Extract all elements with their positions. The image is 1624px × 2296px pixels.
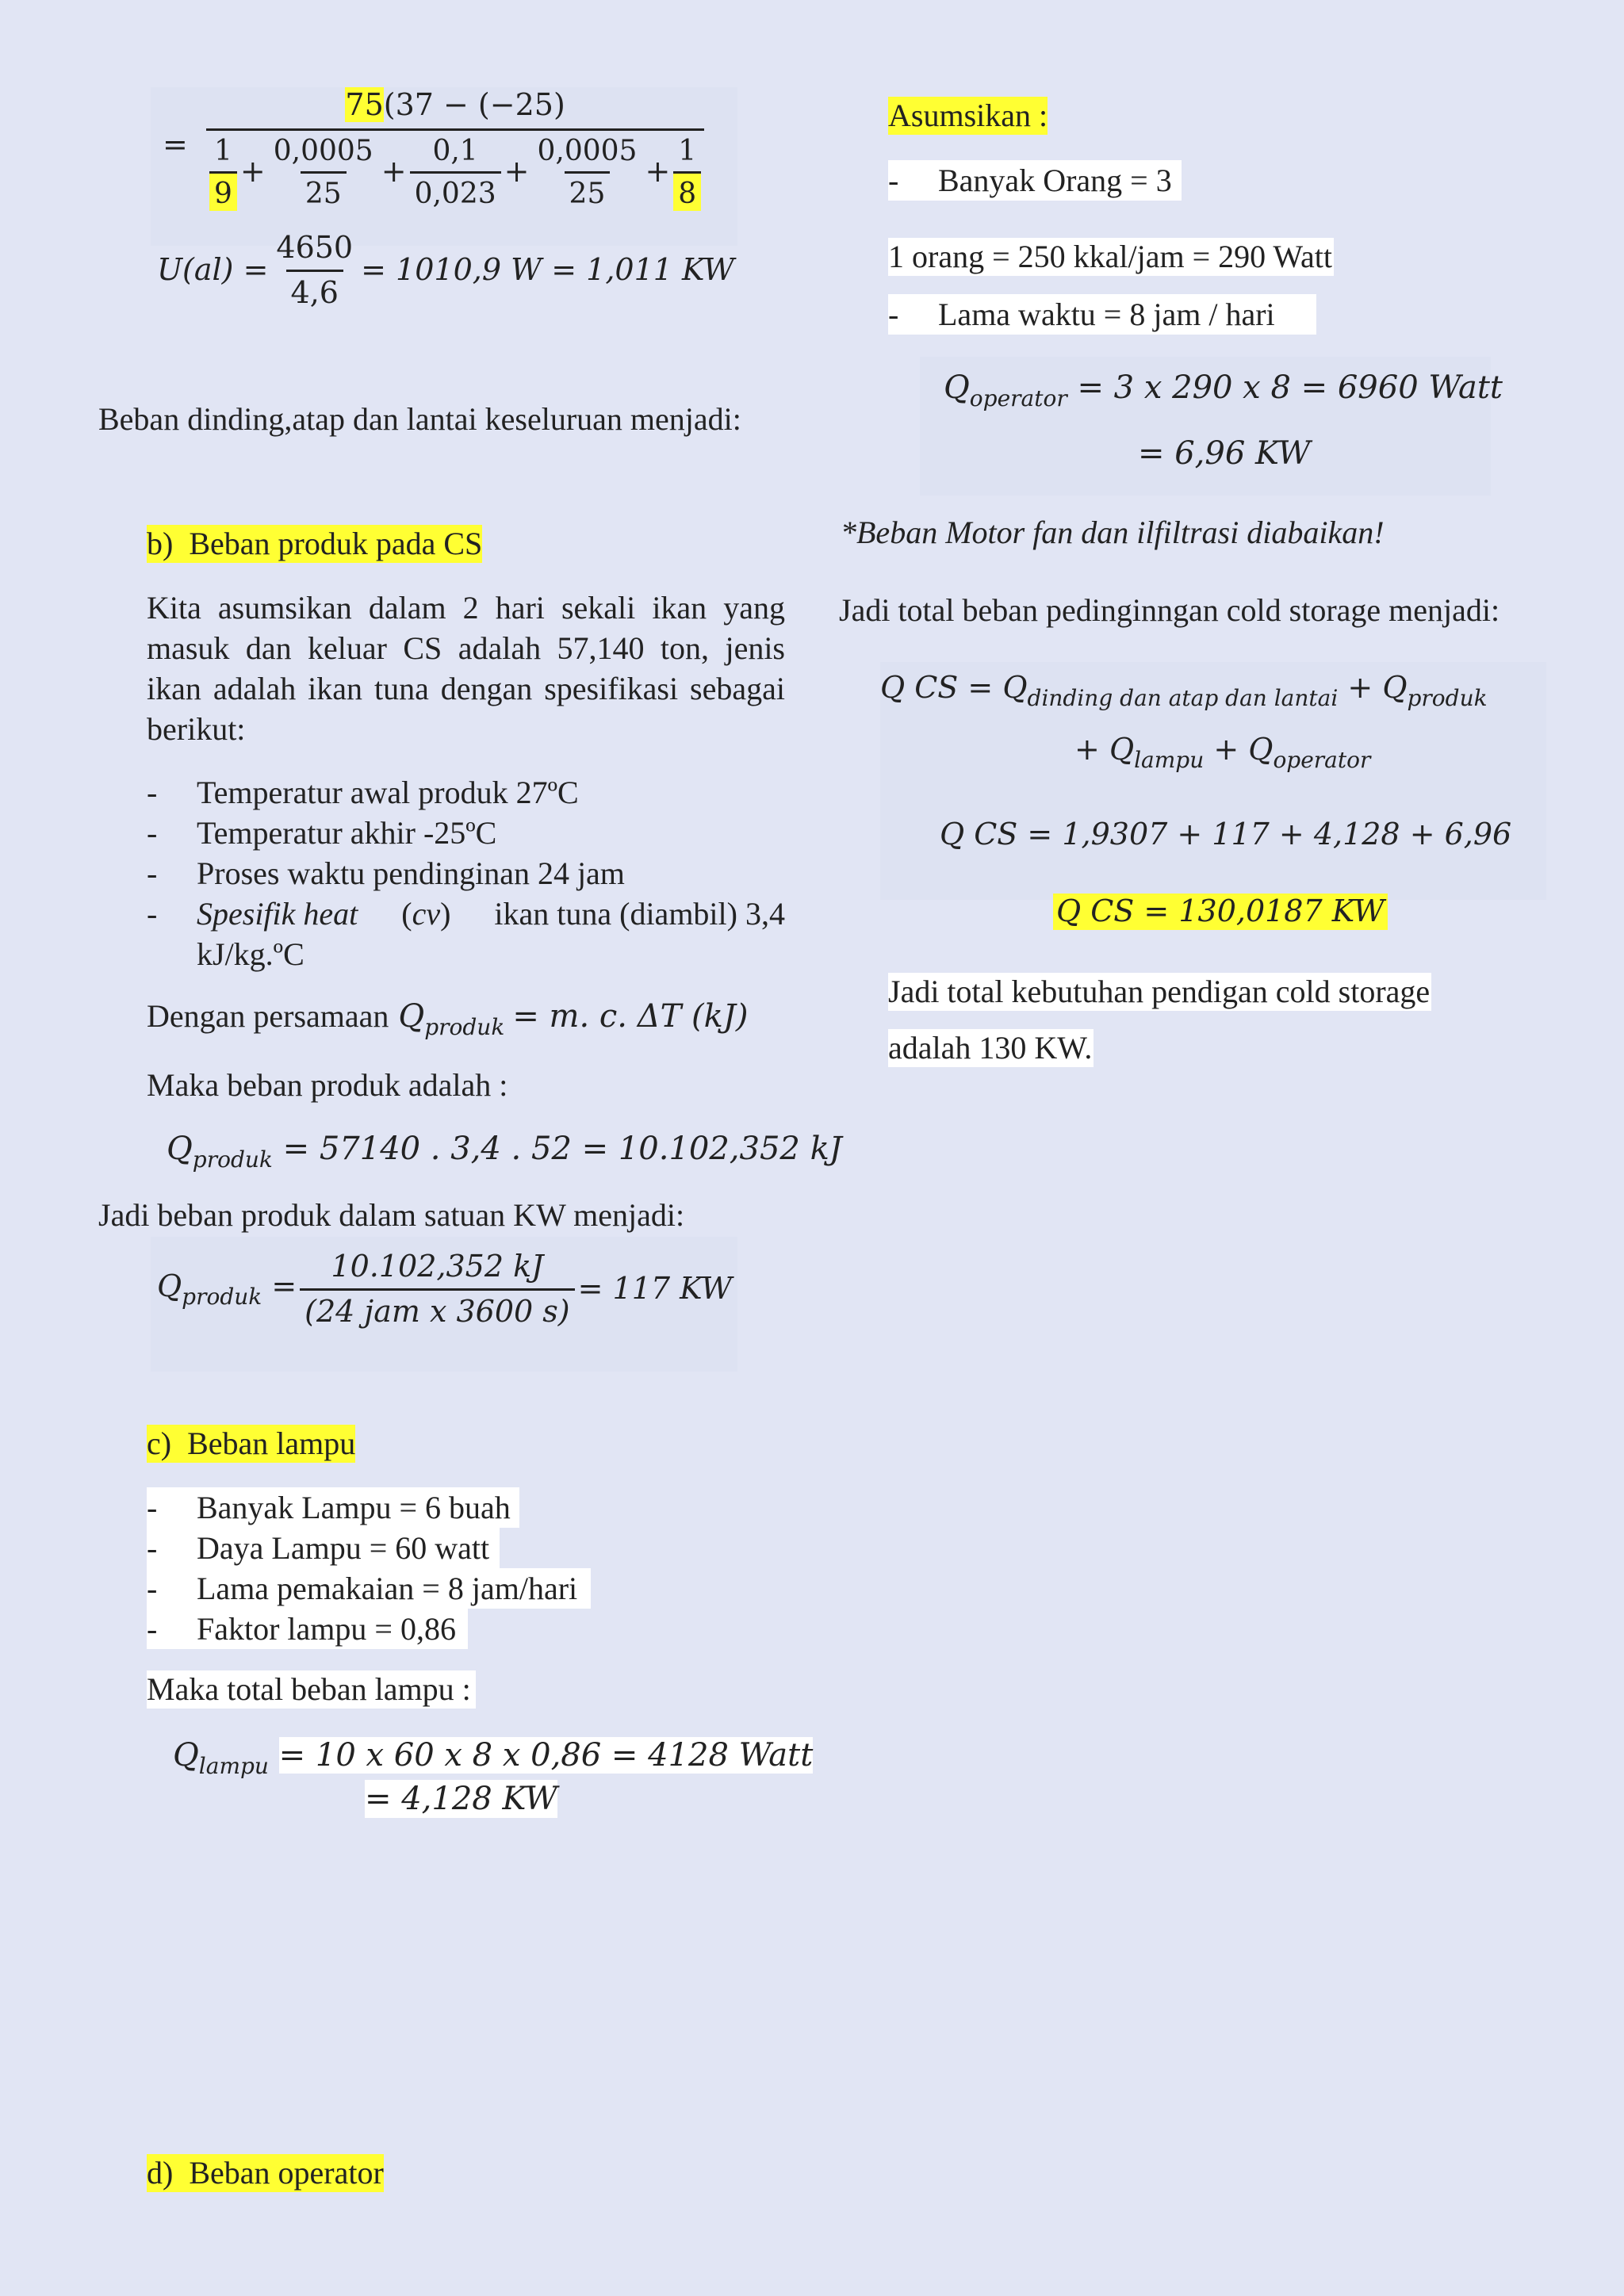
section-marker: b): [147, 526, 174, 561]
list-text: Proses waktu pendinginan 24 jam: [197, 855, 625, 891]
subscript: lampu: [1134, 747, 1205, 773]
q-symbol: Q: [944, 369, 970, 406]
subscript: produk: [424, 1014, 505, 1040]
sub-den: 8: [673, 171, 701, 211]
list-rest: ikan tuna (diambil) 3,4: [494, 896, 785, 932]
paragraph-b: Kita asumsikan dalam 2 hari sekali ikan yang masuk dan keluar CS adalah 57,140 ton, jenis ikan adalah ikan tuna dengan spesifikasi sebagai berikut:: [147, 590, 785, 747]
list-item: [147, 1568, 591, 1609]
dash: -: [147, 896, 158, 932]
sub-fraction: [209, 134, 237, 211]
big-fraction: [206, 87, 704, 211]
list-text: Lama pemakaian = 8 jam/hari: [197, 1571, 578, 1606]
dash: -: [147, 855, 158, 891]
subscript: produk: [192, 1146, 273, 1173]
subscript: operator: [969, 385, 1067, 411]
subscript: produk: [1407, 685, 1488, 711]
plus: +: [1074, 732, 1100, 767]
section-c-heading: [147, 1425, 355, 1463]
dash: -: [888, 163, 899, 198]
equation-qcs-result: Q CS = 130,0187 KW: [1053, 894, 1388, 930]
sub-fraction: [410, 134, 501, 211]
beban-total-text: Beban dinding,atap dan lantai keseluruan menjadi:: [98, 401, 741, 437]
maka-produk-text: Maka beban produk adalah :: [147, 1067, 508, 1103]
section-marker: d): [147, 2155, 174, 2191]
equation-operator-2: = 6,96 KW: [1138, 435, 1311, 472]
numerator-rest: (37 − (−25): [383, 87, 565, 122]
equals-sign: =: [163, 127, 188, 162]
italic-term: Spesifik heat: [197, 896, 358, 932]
section-title: Beban operator: [189, 2155, 384, 2191]
equation-operator-1: [944, 369, 1503, 412]
dengan-persamaan: [147, 997, 749, 1041]
section-marker: c): [147, 1425, 172, 1461]
u-al-rhs: = 1010,9 W = 1,011 KW: [361, 252, 735, 288]
subscript: produk: [182, 1283, 262, 1310]
u-al-lhs: U(al) =: [157, 252, 269, 288]
equation-rhs: = m. c. ΔT (kJ): [512, 998, 749, 1035]
sub-den: 25: [565, 171, 611, 211]
sub-num: 0,0005: [273, 134, 373, 167]
u-al-num: 4650: [276, 230, 354, 265]
orang-text: 1 orang = 250 kkal/jam = 290 Watt: [888, 239, 1332, 274]
dash: -: [147, 775, 158, 810]
sub-fraction: [269, 134, 378, 211]
q-symbol: Q: [1002, 670, 1028, 705]
maka-lampu-text: Maka total beban lampu :: [147, 1670, 476, 1709]
q-symbol: Q: [157, 1268, 182, 1303]
fraction-denominator: [206, 128, 704, 211]
plus: +: [239, 154, 266, 189]
list-text: Daya Lampu = 60 watt: [197, 1530, 490, 1566]
equation-qcs-2: Q CS = 1,9307 + 117 + 4,128 + 6,96: [940, 817, 1512, 851]
section-b-heading: [147, 525, 482, 563]
section-title: Beban produk pada CS: [189, 526, 483, 561]
highlighted-75: 75: [345, 87, 384, 122]
section-d-heading: [147, 2154, 384, 2192]
sub-num: 0,0005: [537, 134, 638, 167]
list-item: [888, 160, 1182, 201]
dash: -: [147, 1530, 158, 1566]
sub-den: 0,023: [410, 171, 501, 211]
list-text: Lama waktu = 8 jam / hari: [938, 297, 1275, 332]
q-symbol: Q: [1382, 670, 1408, 705]
list-item: [147, 1528, 500, 1568]
jadi-kw-text: Jadi beban produk dalam satuan KW menjadi:: [98, 1197, 685, 1233]
kw-num: 10.102,352 kJ: [331, 1249, 544, 1284]
equation-rhs: = 3 x 290 x 8 = 6960 Watt: [1077, 369, 1503, 406]
dash: -: [147, 815, 158, 851]
list-text: Temperatur akhir -25ºC: [197, 815, 497, 851]
dengan-text: Dengan persamaan: [147, 998, 389, 1034]
kw-den: (24 jam x 3600 s): [300, 1288, 574, 1330]
kw-rhs: = 117 KW: [577, 1271, 733, 1307]
sub-fraction: [673, 134, 701, 211]
subscript: lampu: [198, 1753, 269, 1779]
subscript: operator: [1273, 747, 1371, 773]
q-symbol: Q: [1248, 732, 1274, 767]
list-text: Faktor lampu = 0,86: [197, 1611, 456, 1647]
q-symbol: Q: [167, 1131, 193, 1167]
list-text: kJ/kg.ºC: [197, 936, 304, 972]
sub-num: 0,1: [432, 134, 478, 167]
subscript: dinding dan atap dan lantai: [1027, 685, 1339, 711]
list-text: Banyak Lampu = 6 buah: [197, 1490, 511, 1525]
fraction-numerator: [342, 87, 568, 128]
list-text: Temperatur awal produk 27ºC: [197, 775, 579, 810]
u-al-fraction: [271, 230, 358, 311]
jadi-total-text: Jadi total beban pedinginngan cold storage menjadi:: [839, 592, 1500, 628]
list-item: [888, 294, 1316, 335]
equation-produk-1: [167, 1130, 842, 1173]
equation-qcs-1: [880, 670, 1488, 712]
plus: +: [1213, 732, 1239, 767]
kesimpulan-line-2: adalah 130 KW.: [888, 1030, 1093, 1066]
section-title: Beban lampu: [187, 1425, 356, 1461]
dash: -: [888, 297, 899, 332]
dash: -: [147, 1571, 158, 1606]
sub-num: 1: [678, 134, 697, 167]
list-item: [147, 1609, 468, 1649]
sub-den: 25: [301, 171, 347, 211]
list-text: [197, 894, 785, 934]
u-al-den: 4,6: [286, 270, 343, 312]
paren-term: (cv): [401, 896, 451, 932]
asumsikan-heading: Asumsikan :: [888, 98, 1048, 133]
qcs-lhs: Q CS =: [880, 670, 994, 705]
equation-produk-2: $Q_{produk}$ = $\frac{10.102,352 kJ}{\text{(24 jam x 3600 s)}}$ = 117 KW: [157, 1249, 733, 1329]
plus: +: [381, 154, 407, 189]
plus: +: [504, 154, 530, 189]
sub-fraction: [532, 134, 642, 211]
list-text: Banyak Orang = 3: [938, 163, 1172, 198]
equation-lampu-1: [173, 1736, 813, 1780]
q-symbol: Q: [1109, 732, 1135, 767]
equation-rhs: = 10 x 60 x 8 x 0,86 = 4128 Watt: [278, 1737, 814, 1774]
sub-num: 1: [214, 134, 232, 167]
list-item: [147, 1487, 519, 1528]
dash: -: [147, 1611, 158, 1647]
plus: +: [645, 154, 671, 189]
equation-rhs: = 57140 . 3,4 . 52 = 10.102,352 kJ: [282, 1131, 842, 1167]
equation-lampu-2: = 4,128 KW: [365, 1781, 558, 1817]
sub-den: 9: [209, 171, 237, 211]
equation-qcs-1b: [1074, 732, 1370, 774]
right-column: [825, 0, 1624, 2296]
note-text: *Beban Motor fan dan ilfiltrasi diabaikan!: [841, 515, 1385, 550]
kesimpulan-line-1: Jadi total kebutuhan pendigan cold storage: [888, 974, 1431, 1009]
kw-fraction: [300, 1249, 574, 1330]
equation-u-al: [157, 230, 734, 311]
q-symbol: Q: [173, 1737, 199, 1774]
dash: -: [147, 1490, 158, 1525]
q-symbol: Q: [398, 998, 425, 1035]
plus: +: [1347, 670, 1373, 705]
